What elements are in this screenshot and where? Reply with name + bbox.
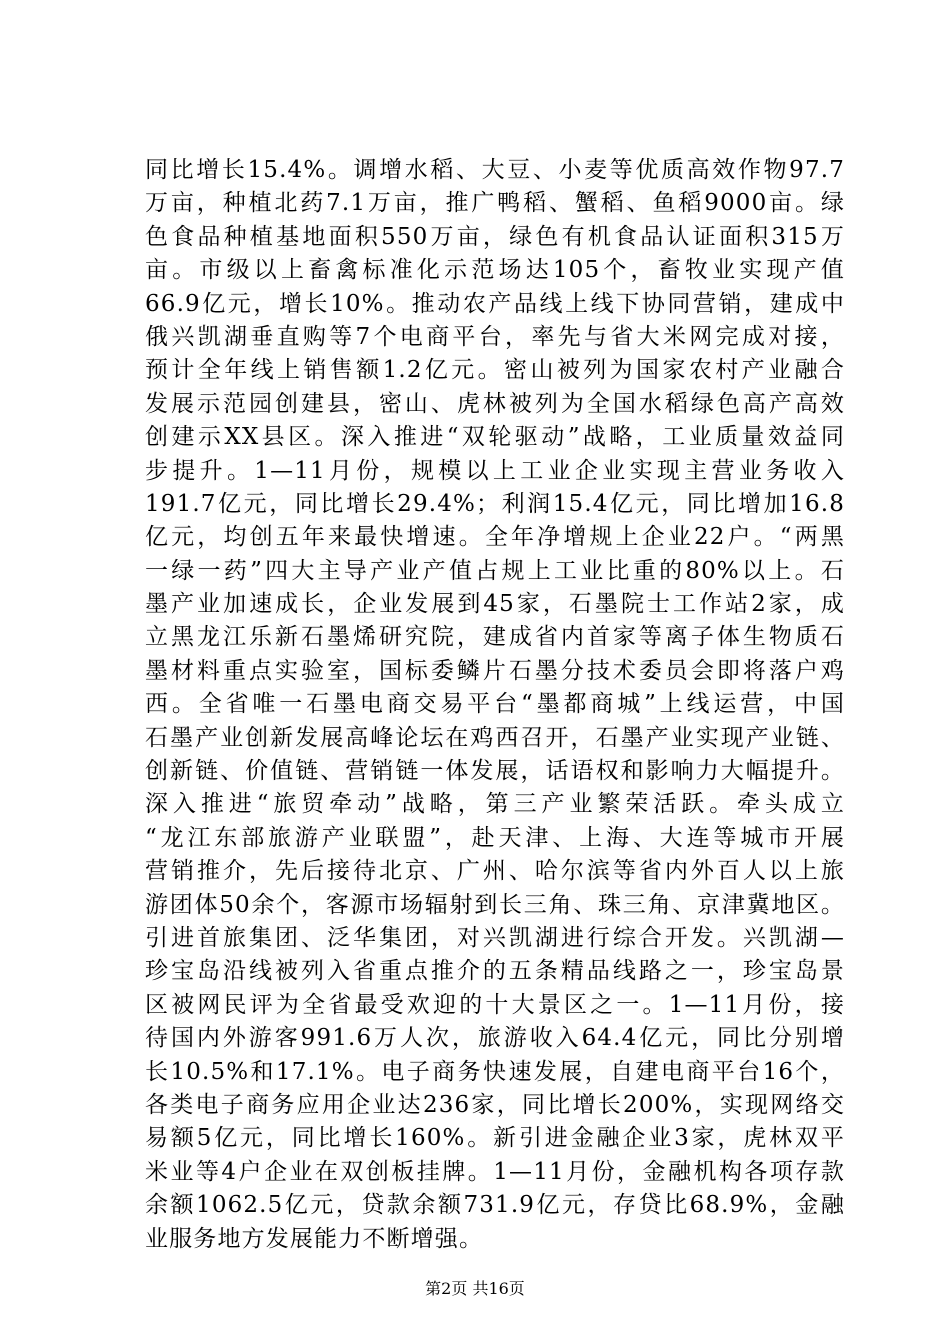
body-paragraph [145, 154, 845, 1256]
text-line: 待国内外游客991.6万人次，旅游收入64.4亿元，同比分别增 [145, 1025, 845, 1052]
text-line: 创新链、价值链、营销链一体发展，话语权和影响力大幅提升。 [145, 758, 845, 785]
text-line: 一绿一药”四大主导产业产值占规上工业比重的80%以上。石 [145, 557, 845, 584]
text-line: 色食品种植基地面积550万亩，绿色有机食品认证面积315万 [145, 223, 845, 250]
text-line: 同比增长15.4%。调增水稻、大豆、小麦等优质高效作物97.7 [145, 157, 845, 183]
text-line: 游团体50余个，客源市场辐射到长三角、珠三角、京津冀地区。 [145, 891, 845, 918]
text-line: 步提升。1—11月份，规模以上工业企业实现主营业务收入 [145, 457, 845, 484]
text-line: 亩。市级以上畜禽标准化示范场达105个，畜牧业实现产值 [145, 257, 845, 284]
text-line: 创建示XX县区。深入推进“双轮驱动”战略，工业质量效益同 [145, 424, 845, 451]
page-number-footer: 第2页 共16页 [425, 1279, 525, 1298]
text-line: 深入推进“旅贸牵动”战略，第三产业繁荣活跃。牵头成立 [145, 791, 845, 818]
text-line: 易额5亿元，同比增长160%。新引进金融企业3家，虎林双平 [145, 1125, 845, 1152]
text-line: 墨材料重点实验室，国标委鳞片石墨分技术委员会即将落户鸡 [145, 657, 845, 684]
text-line: 191.7亿元，同比增长29.4%；利润15.4亿元，同比增加16.8 [145, 490, 845, 517]
text-line: 发展示范园创建县，密山、虎林被列为全国水稻绿色高产高效 [145, 390, 845, 417]
text-line: 俄兴凯湖垂直购等7个电商平台，率先与省大米网完成对接， [145, 323, 845, 350]
text-line: 立黑龙江乐新石墨烯研究院，建成省内首家等离子体生物质石 [145, 624, 845, 651]
text-line: 余额1062.5亿元，贷款余额731.9亿元，存贷比68.9%，金融 [145, 1192, 845, 1219]
text-line: 业服务地方发展能力不断增强。 [145, 1225, 484, 1252]
text-line: “龙江东部旅游产业联盟”，赴天津、上海、大连等城市开展 [145, 824, 845, 851]
text-line: 西。全省唯一石墨电商交易平台“墨都商城”上线运营，中国 [145, 691, 845, 718]
text-line: 营销推介，先后接待北京、广州、哈尔滨等省内外百人以上旅 [145, 858, 845, 885]
text-line: 长10.5%和17.1%。电子商务快速发展，自建电商平台16个， [145, 1058, 845, 1085]
text-line: 预计全年线上销售额1.2亿元。密山被列为国家农村产业融合 [145, 357, 845, 384]
text-line: 引进首旅集团、泛华集团，对兴凯湖进行综合开发。兴凯湖— [145, 924, 845, 951]
text-line: 66.9亿元，增长10%。推动农产品线上线下协同营销，建成中 [145, 290, 845, 317]
text-line: 亿元，均创五年来最快增速。全年净增规上企业22户。“两黑 [145, 524, 845, 551]
text-line: 米业等4户企业在双创板挂牌。1—11月份，金融机构各项存款 [145, 1158, 845, 1185]
text-line: 珍宝岛沿线被列入省重点推介的五条精品线路之一，珍宝岛景 [145, 958, 845, 985]
text-line: 墨产业加速成长，企业发展到45家，石墨院士工作站2家，成 [145, 591, 845, 618]
text-line: 万亩，种植北药7.1万亩，推广鸭稻、蟹稻、鱼稻9000亩。绿 [145, 190, 845, 217]
text-line: 各类电子商务应用企业达236家，同比增长200%，实现网络交 [145, 1091, 845, 1118]
text-line: 石墨产业创新发展高峰论坛在鸡西召开，石墨产业实现产业链、 [145, 724, 845, 751]
text-line: 区被网民评为全省最受欢迎的十大景区之一。1—11月份，接 [145, 991, 845, 1018]
